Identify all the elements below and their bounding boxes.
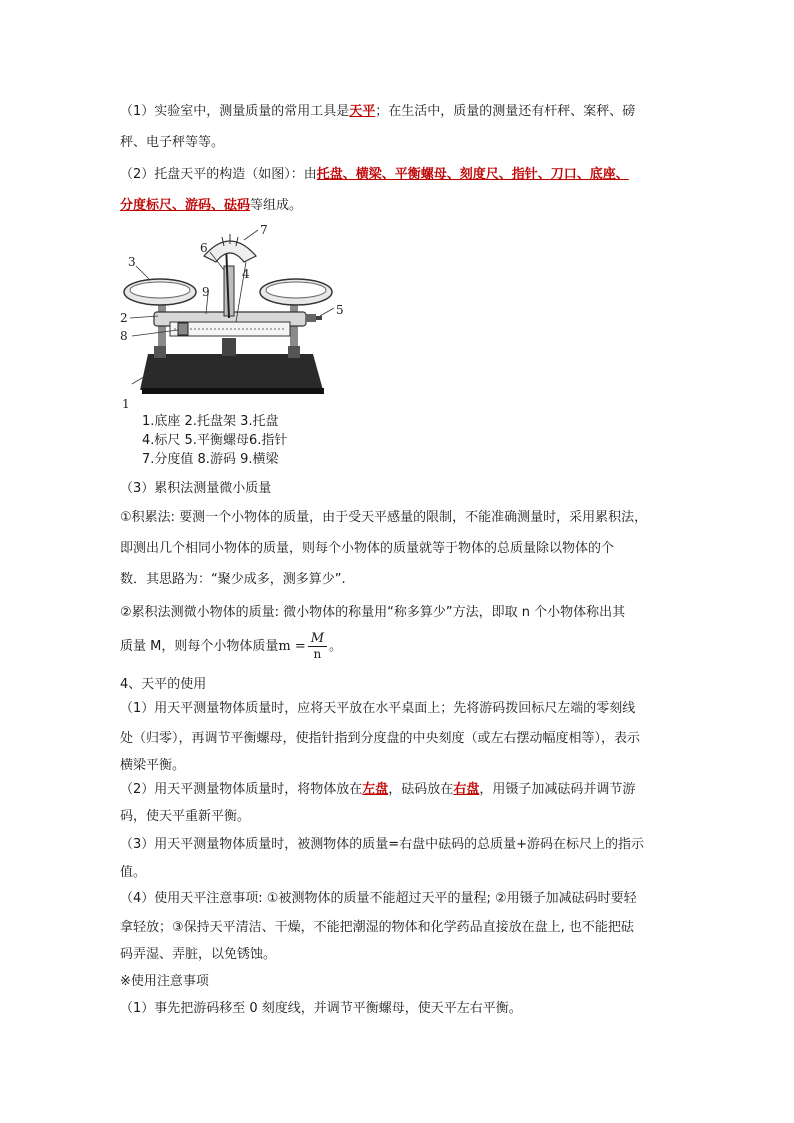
usage-item4-line3: 码弄湿、弄脏，以免锈蚀。 xyxy=(120,947,277,962)
text: （2）用天平测量物体质量时，将物体放在 xyxy=(120,782,363,797)
text: 质量 M，则每个小物体质量 xyxy=(120,639,279,654)
text: （1）实验室中，测量质量的常用工具是 xyxy=(120,104,350,119)
para-structure-line2 xyxy=(120,197,302,215)
usage-item1-line2: 处（归零），再调节平衡螺母，使指针指到分度盘的中央刻度（或左右摆动幅度相等），表示 xyxy=(120,731,641,746)
section-4-title: 4、天平的使用 xyxy=(120,677,207,692)
usage-item1-line3: 横梁平衡。 xyxy=(120,758,186,773)
formula-denominator: n xyxy=(313,647,322,661)
text: 。 xyxy=(329,639,343,654)
para-structure-line1 xyxy=(120,166,629,184)
fig-label-3: 3 xyxy=(128,255,136,269)
figure-legend-line1: 1.底座 2.托盘架 3.托盘 xyxy=(142,414,279,429)
balance-base-bottom xyxy=(142,388,324,394)
text: ，用镊子加减砝码并调节游 xyxy=(479,782,636,797)
usage-item2-line2: 码，使天平重新平衡。 xyxy=(120,809,251,824)
notes-title: ※使用注意事项 xyxy=(120,974,209,989)
para-accumulate-line1: ①积累法: 要测一个小物体的质量，由于受天平感量的限制，不能准确测量时，采用累积法， xyxy=(120,510,648,525)
formula-lhs: m = xyxy=(278,639,306,654)
fig-label-9: 9 xyxy=(202,285,210,299)
para-accumulate-line2: 即测出几个相同小物体的质量，则每个小物体的质量就等于物体的总质量除以物体的个 xyxy=(120,541,615,556)
balance-diagram xyxy=(118,222,358,412)
text: ；在生活中，质量的测量还有杆秤、案秤、磅 xyxy=(375,104,636,119)
balance-nut xyxy=(306,314,316,322)
formula-numerator: M xyxy=(308,632,327,647)
fig-label-8: 8 xyxy=(120,329,128,343)
text: 等组成。 xyxy=(250,198,303,213)
dial-plate xyxy=(204,241,256,262)
highlight-right-pan: 右盘 xyxy=(453,782,480,797)
figure-legend-line2: 4.标尺 5.平衡螺母6.指针 xyxy=(142,433,288,448)
usage-item4-line2: 拿轻放；③保持天平清洁、干燥，不能把潮湿的物体和化学药品直接放在盘上, 也不能把砝 xyxy=(120,920,634,935)
balance-base xyxy=(140,354,323,390)
usage-item3-line2: 值。 xyxy=(120,865,147,880)
text: ，砝码放在 xyxy=(388,782,454,797)
rider xyxy=(178,323,188,335)
para-tools-line1 xyxy=(120,103,635,121)
usage-item2-line1 xyxy=(120,781,635,799)
note-item1: （1）事先把游码移至 0 刻度线，并调节平衡螺母，使天平左右平衡。 xyxy=(120,1001,522,1016)
usage-item1-line1: （1）用天平测量物体质量时，应将天平放在水平桌面上；先将游码拨回标尺左端的零刻线 xyxy=(120,701,636,716)
section-3-title: （3）累积法测量微小质量 xyxy=(120,481,272,496)
fig-label-4: 4 xyxy=(242,267,250,281)
para-tools-line2: 秤、电子秤等等。 xyxy=(120,135,225,150)
highlight-balance: 天平 xyxy=(349,104,376,119)
fig-label-7: 7 xyxy=(260,223,268,237)
figure-legend-line3: 7.分度值 8.游码 9.横梁 xyxy=(142,452,279,467)
fig-label-1: 1 xyxy=(122,397,130,411)
usage-item3-line1: （3）用天平测量物体质量时，被测物体的质量=右盘中砝码的总质量+游码在标尺上的指示 xyxy=(120,837,645,852)
para-accumulate-2-line1: ②累积法测微小物体的质量: 微小物体的称量用“称多算少”方法，即取 n 个小物体称出其 xyxy=(120,605,626,620)
highlight-left-pan: 左盘 xyxy=(362,782,389,797)
para-accumulate-line3: 数．其思路为：“聚少成多，测多算少”. xyxy=(120,572,346,587)
balance-foot-left xyxy=(154,346,166,358)
formula-fraction xyxy=(308,632,327,661)
fig-label-6: 6 xyxy=(200,241,208,255)
fig-label-5: 5 xyxy=(336,303,344,317)
para-accumulate-2-line2 xyxy=(120,630,342,664)
highlight-parts: 托盘、横梁、平衡螺母、刻度尺、指针、刀口、底座、 xyxy=(316,167,629,182)
usage-item4-line1: （4）使用天平注意事项: ①被测物体的质量不能超过天平的量程; ②用镊子加减砝码时要轻 xyxy=(120,891,637,906)
highlight-parts-2: 分度标尺、游码、砝码 xyxy=(120,198,251,213)
fig-label-2: 2 xyxy=(120,311,128,325)
balance-foot-right xyxy=(288,346,300,358)
text: （2）托盘天平的构造（如图）：由 xyxy=(120,167,317,182)
